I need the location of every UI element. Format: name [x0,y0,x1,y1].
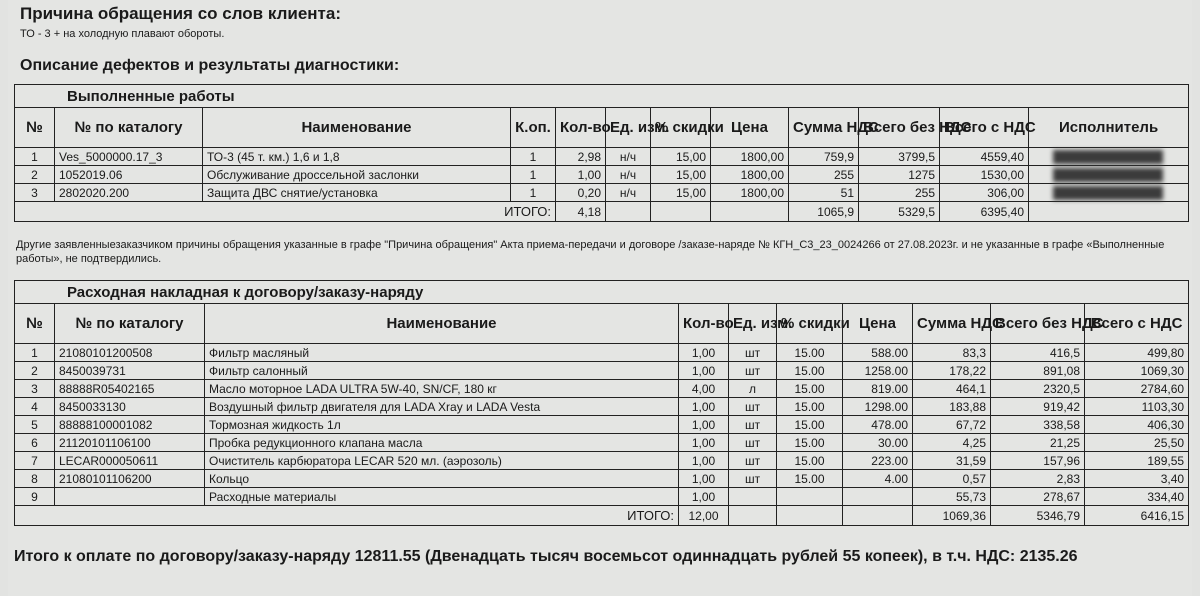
parts-header-cell: № по каталогу [55,304,205,344]
works-cell: 0,20 [556,184,606,202]
parts-cell: Фильтр масляный [205,344,679,362]
works-table-block [14,84,1189,222]
works-header-cell: Цена [711,108,789,148]
reason-heading: Причина обращения со слов клиента: [20,4,341,23]
parts-cell: 1103,30 [1085,398,1189,416]
parts-cell: Пробка редукционного клапана масла [205,434,679,452]
parts-cell: 189,55 [1085,452,1189,470]
works-cell: 306,00 [940,184,1029,202]
works-cell: 15,00 [651,184,711,202]
works-header-cell: Наименование [203,108,511,148]
works-header-cell: % скидки [651,108,711,148]
parts-cell: 157,96 [991,452,1085,470]
parts-cell: 8450039731 [55,362,205,380]
parts-cell: 1,00 [679,470,729,488]
works-cell: ТО-3 (45 т. км.) 1,6 и 1,8 [203,148,511,166]
parts-cell [55,488,205,506]
parts-cell: 7 [15,452,55,470]
parts-cell: шт [729,398,777,416]
parts-cell: Фильтр салонный [205,362,679,380]
parts-cell: Кольцо [205,470,679,488]
parts-cell: 30.00 [843,434,913,452]
parts-cell: 9 [15,488,55,506]
parts-table [14,280,1189,526]
final-total: Итого к оплате по договору/заказу-наряду 12811.55 (Двенадцать тысяч восемьсот одиннадцать рублей 55 копеек), в т.ч. НДС: 2135.26 [14,548,1078,565]
works-cell: 2,98 [556,148,606,166]
works-cell: 1052019.06 [55,166,203,184]
works-total-row [15,202,1189,222]
works-row [15,166,1189,184]
parts-cell: 31,59 [913,452,991,470]
parts-cell: шт [729,434,777,452]
works-table [14,84,1189,222]
parts-title-row [15,281,1189,304]
works-cell: Ves_5000000.17_3 [55,148,203,166]
parts-cell: 891,08 [991,362,1085,380]
parts-cell: 15.00 [777,416,843,434]
works-cell: 15,00 [651,148,711,166]
works-header-cell: Исполнитель [1029,108,1189,148]
parts-cell: 21,25 [991,434,1085,452]
works-total-with-vat: 6395,40 [940,202,1029,222]
parts-cell: 15.00 [777,344,843,362]
parts-header-cell: Ед. изм. [729,304,777,344]
works-cell: 4559,40 [940,148,1029,166]
parts-cell: шт [729,470,777,488]
works-total-no-vat: 5329,5 [859,202,940,222]
parts-cell [729,488,777,506]
parts-header-cell: Всего с НДС [1085,304,1189,344]
parts-cell: 1 [15,344,55,362]
parts-cell: 15.00 [777,362,843,380]
parts-row [15,380,1189,398]
parts-total-vat: 1069,36 [913,506,991,526]
parts-cell: 1298.00 [843,398,913,416]
parts-cell: 2320,5 [991,380,1085,398]
works-cell: 255 [859,184,940,202]
works-cell: н/ч [606,184,651,202]
parts-cell: 88888R05402165 [55,380,205,398]
parts-header-row [15,304,1189,344]
reason-text: ТО - 3 + на холодную плавают обороты. [20,28,225,40]
parts-cell: 8 [15,470,55,488]
parts-total-qty: 12,00 [679,506,729,526]
parts-row [15,398,1189,416]
parts-cell: 2 [15,362,55,380]
works-cell: 3799,5 [859,148,940,166]
parts-cell: 1258.00 [843,362,913,380]
parts-header-cell: Цена [843,304,913,344]
works-total-vat: 1065,9 [789,202,859,222]
parts-cell: 83,3 [913,344,991,362]
parts-cell: 1069,30 [1085,362,1189,380]
parts-cell: 2,83 [991,470,1085,488]
parts-cell: 55,73 [913,488,991,506]
parts-cell: 4,00 [679,380,729,398]
parts-body [15,344,1189,506]
works-total-label: ИТОГО: [15,202,556,222]
parts-cell: 15.00 [777,398,843,416]
disclaimer-note: Другие заявленныезаказчиком причины обращения указанные в графе "Причина обращения" Акта приема-передачи и договоре /заказе-наряде № КГН_С3_23_0024266 от 27.08.2023г. и не указанные в графе «Выполненные работы», не подтвердились. [16,239,1165,265]
works-header-cell: Сумма НДС [789,108,859,148]
parts-cell [843,488,913,506]
parts-total-with-vat: 6416,15 [1085,506,1189,526]
parts-cell: Масло моторное LADA ULTRA 5W-40, SN/CF, 180 кг [205,380,679,398]
parts-cell: 338,58 [991,416,1085,434]
parts-header-cell: № [15,304,55,344]
works-header-cell: Всего с НДС [940,108,1029,148]
works-cell: Защита ДВС снятие/установка [203,184,511,202]
parts-header-cell: Сумма НДС [913,304,991,344]
parts-cell: шт [729,344,777,362]
parts-row [15,488,1189,506]
works-header-cell: Кол-во [556,108,606,148]
parts-cell: 4,25 [913,434,991,452]
parts-cell: 178,22 [913,362,991,380]
parts-cell: 499,80 [1085,344,1189,362]
parts-cell: 278,67 [991,488,1085,506]
parts-cell: 0,57 [913,470,991,488]
parts-cell: 21080101106200 [55,470,205,488]
works-header-cell: Ед. изм. [606,108,651,148]
parts-cell: Расходные материалы [205,488,679,506]
works-header-row [15,108,1189,148]
parts-cell: 15.00 [777,470,843,488]
parts-cell: 21080101200508 [55,344,205,362]
parts-cell: 88888100001082 [55,416,205,434]
parts-cell: 1,00 [679,398,729,416]
defects-heading: Описание дефектов и результаты диагностики: [20,57,400,74]
parts-cell: 15.00 [777,452,843,470]
parts-cell: 4.00 [843,470,913,488]
works-cell: 1 [511,166,556,184]
parts-cell [777,488,843,506]
works-title: Выполненные работы [15,85,1189,108]
parts-cell: 3,40 [1085,470,1189,488]
parts-cell: 919,42 [991,398,1085,416]
parts-cell: 1,00 [679,488,729,506]
parts-cell: шт [729,416,777,434]
parts-cell: 2784,60 [1085,380,1189,398]
parts-cell: Воздушный фильтр двигателя для LADA Xray и LADA Vesta [205,398,679,416]
parts-row [15,452,1189,470]
works-cell: 1 [511,148,556,166]
parts-total-label: ИТОГО: [15,506,679,526]
parts-header-cell: Наименование [205,304,679,344]
parts-cell: 183,88 [913,398,991,416]
redacted-name [1053,168,1163,182]
parts-cell: 223.00 [843,452,913,470]
parts-header-cell: % скидки [777,304,843,344]
parts-cell: 406,30 [1085,416,1189,434]
parts-cell: 21120101106100 [55,434,205,452]
parts-cell: 8450033130 [55,398,205,416]
parts-cell: Тормозная жидкость 1л [205,416,679,434]
parts-cell: 1,00 [679,362,729,380]
parts-cell: 819.00 [843,380,913,398]
parts-title: Расходная накладная к договору/заказу-наряду [15,281,1189,304]
parts-cell: 464,1 [913,380,991,398]
works-cell: 1 [15,148,55,166]
works-cell: 1,00 [556,166,606,184]
works-total-qty: 4,18 [556,202,606,222]
parts-table-block [14,280,1189,526]
parts-cell: шт [729,362,777,380]
parts-cell: 478.00 [843,416,913,434]
works-cell: 255 [789,166,859,184]
works-cell: 1800,00 [711,148,789,166]
parts-cell: Очиститель карбюратора LECAR 520 мл. (аэрозоль) [205,452,679,470]
works-cell [1029,184,1189,202]
parts-cell: 15.00 [777,434,843,452]
works-title-row [15,85,1189,108]
parts-cell: 588.00 [843,344,913,362]
parts-cell: 416,5 [991,344,1085,362]
parts-row [15,344,1189,362]
works-cell: 15,00 [651,166,711,184]
works-cell [1029,166,1189,184]
works-cell: 2802020.200 [55,184,203,202]
parts-cell: 1,00 [679,344,729,362]
parts-row [15,362,1189,380]
parts-cell: 25,50 [1085,434,1189,452]
works-cell: 1530,00 [940,166,1029,184]
parts-total-row [15,506,1189,526]
works-cell: 1 [511,184,556,202]
parts-header-cell: Всего без НДС [991,304,1085,344]
works-header-cell: Всего без НДС [859,108,940,148]
works-body [15,148,1189,202]
redacted-name [1053,186,1163,200]
works-cell: Обслуживание дроссельной заслонки [203,166,511,184]
works-header-cell: № [15,108,55,148]
parts-cell: шт [729,452,777,470]
works-cell: 3 [15,184,55,202]
parts-row [15,416,1189,434]
parts-cell: 15.00 [777,380,843,398]
works-header-cell: К.оп. [511,108,556,148]
parts-cell: 4 [15,398,55,416]
works-row [15,148,1189,166]
works-cell: 759,9 [789,148,859,166]
parts-cell: 1,00 [679,434,729,452]
works-cell: 51 [789,184,859,202]
parts-cell: л [729,380,777,398]
works-row [15,184,1189,202]
parts-row [15,470,1189,488]
parts-cell: LECAR000050611 [55,452,205,470]
works-cell: 1800,00 [711,184,789,202]
works-header-cell: № по каталогу [55,108,203,148]
works-cell: 1800,00 [711,166,789,184]
parts-total-no-vat: 5346,79 [991,506,1085,526]
parts-header-cell: Кол-во [679,304,729,344]
works-cell [1029,148,1189,166]
parts-cell: 3 [15,380,55,398]
parts-cell: 1,00 [679,416,729,434]
works-cell: 1275 [859,166,940,184]
parts-cell: 6 [15,434,55,452]
document-page [8,0,1192,596]
works-cell: н/ч [606,166,651,184]
parts-row [15,434,1189,452]
works-cell: 2 [15,166,55,184]
parts-cell: 334,40 [1085,488,1189,506]
parts-cell: 5 [15,416,55,434]
parts-cell: 1,00 [679,452,729,470]
works-cell: н/ч [606,148,651,166]
parts-cell: 67,72 [913,416,991,434]
redacted-name [1053,150,1163,164]
